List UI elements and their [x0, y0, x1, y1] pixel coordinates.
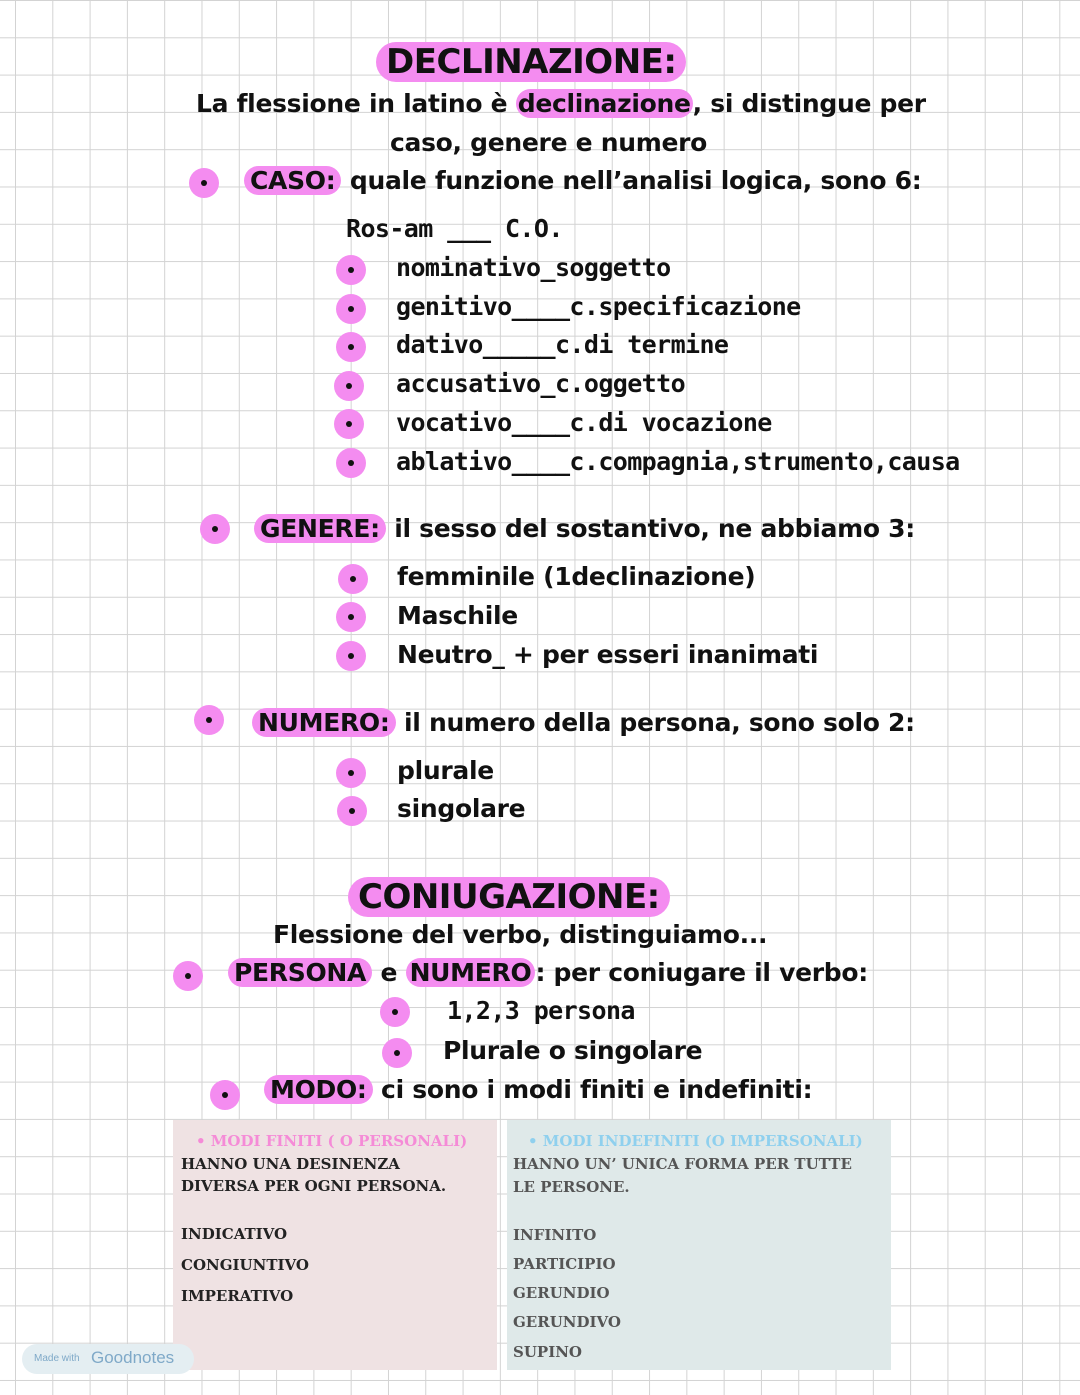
- caso-item: vocativo____c.di vocazione: [396, 408, 772, 437]
- genere-item: Neutro_ + per esseri inanimati: [397, 640, 819, 669]
- intro-line-2: caso, genere e numero: [390, 128, 708, 157]
- bullet-icon: [334, 371, 364, 401]
- modi-indefiniti-desc: LE PERSONE.: [513, 1178, 630, 1196]
- coniugazione-intro: Flessione del verbo, distinguiamo...: [273, 920, 768, 949]
- goodnotes-badge[interactable]: [22, 1344, 194, 1374]
- caso-heading: CASO: quale funzione nell’analisi logica, sono 6:: [244, 166, 921, 195]
- bullet-icon: [336, 641, 366, 671]
- caso-example: Ros-am ___ C.O.: [346, 214, 563, 243]
- modi-finiti-desc: HANNO UNA DESINENZA: [181, 1155, 400, 1173]
- caso-item: ablativo____c.compagnia,strumento,causa: [396, 447, 960, 476]
- bullet-icon: [189, 168, 219, 198]
- caso-item: accusativo_c.oggetto: [396, 369, 686, 398]
- genere-heading: GENERE: il sesso del sostantivo, ne abbiamo 3:: [254, 514, 915, 543]
- numero-item: singolare: [397, 794, 526, 823]
- caso-item: nominativo_soggetto: [396, 253, 671, 282]
- modi-finiti-item: INDICATIVO: [181, 1225, 288, 1243]
- persona-numero-heading: PERSONA e NUMERO : per coniugare il verbo:: [228, 958, 868, 987]
- goodnotes-logo: Goodnotes: [91, 1348, 175, 1367]
- modi-indefiniti-item: GERUNDIO: [513, 1284, 610, 1302]
- persona-item: 1,2,3 persona: [447, 996, 635, 1025]
- numero-heading: NUMERO: il numero della persona, sono solo 2:: [252, 708, 915, 737]
- bullet-icon: [336, 294, 366, 324]
- bullet-icon: [336, 448, 366, 478]
- caso-item: dativo_____c.di termine: [396, 330, 729, 359]
- genere-item: femminile (1declinazione): [397, 562, 756, 591]
- modi-finiti-heading: • MODI FINITI ( O PERSONALI): [196, 1132, 468, 1150]
- bullet-icon: [210, 1080, 240, 1110]
- bullet-icon: [337, 796, 367, 826]
- modi-indefiniti-item: INFINITO: [513, 1226, 597, 1244]
- modi-indefiniti-item: GERUNDIVO: [513, 1313, 621, 1331]
- bullet-icon: [200, 514, 230, 544]
- title-declinazione: DECLINAZIONE:: [376, 42, 686, 82]
- bullet-icon: [336, 602, 366, 632]
- modo-heading: MODO: ci sono i modi finiti e indefiniti:: [264, 1075, 812, 1104]
- title-coniugazione: CONIUGAZIONE:: [348, 877, 670, 917]
- bullet-icon: [173, 961, 203, 991]
- genere-item: Maschile: [397, 601, 518, 630]
- modi-indefiniti-item: SUPINO: [513, 1343, 582, 1361]
- bullet-icon: [336, 758, 366, 788]
- modi-finiti-desc: DIVERSA PER OGNI PERSONA.: [181, 1177, 447, 1195]
- bullet-icon: [334, 409, 364, 439]
- bullet-icon: [336, 255, 366, 285]
- modi-finiti-item: CONGIUNTIVO: [181, 1256, 309, 1274]
- badge-made-with: Made with: [34, 1353, 80, 1364]
- intro-line-1: La flessione in latino è declinazione, si distingue per: [196, 89, 926, 118]
- persona-item: Plurale o singolare: [443, 1036, 703, 1065]
- bullet-icon: [336, 332, 366, 362]
- caso-item: genitivo____c.specificazione: [396, 292, 801, 321]
- modi-indefiniti-heading: • MODI INDEFINITI (O IMPERSONALI): [528, 1132, 863, 1150]
- modi-indefiniti-desc: HANNO UN’ UNICA FORMA PER TUTTE: [513, 1155, 852, 1173]
- modi-finiti-item: IMPERATIVO: [181, 1287, 294, 1305]
- bullet-icon: [194, 705, 224, 735]
- numero-item: plurale: [397, 756, 494, 785]
- bullet-icon: [382, 1038, 412, 1068]
- modi-indefiniti-item: PARTICIPIO: [513, 1255, 616, 1273]
- bullet-icon: [338, 564, 368, 594]
- bullet-icon: [380, 997, 410, 1027]
